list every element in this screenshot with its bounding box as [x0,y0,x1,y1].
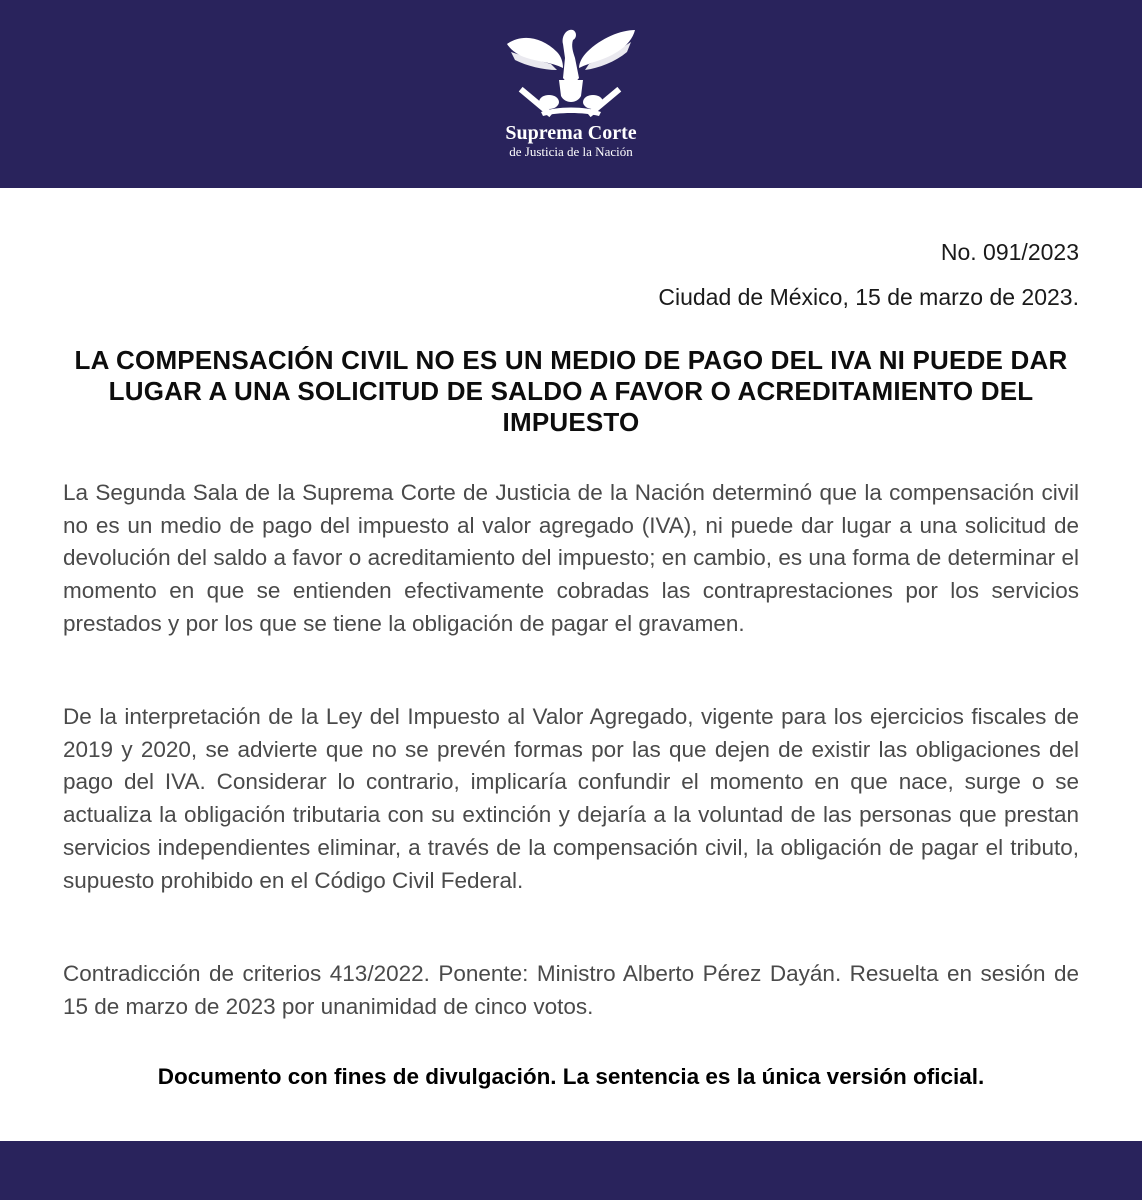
logo-name: Suprema Corte [505,122,637,144]
paragraph-summary: La Segunda Sala de la Suprema Corte de Justicia de la Nación determinó que la compensación civil no es un medio de pago del impuesto al valor agregado (IVA), ni puede dar lugar a una solicitud de devolución del saldo a favor o acreditamiento del impuesto; en cambio, es una forma de determinar el momento en que se entienden efectivamente cobradas las contraprestaciones por los servicios prestados y por los que se tiene la obligación de pagar el gravamen. [63,480,1079,636]
bulletin-number: No. 091/2023 [940,239,1079,265]
scjn-logo [471,22,671,167]
paragraph-interpretation: De la interpretación de la Ley del Impuesto al Valor Agregado, vigente para los ejercicios fiscales de 2019 y 2020, se advierte que no se prevén formas por las que dejen de existir las obligaciones del pago del IVA. Considerar lo contrario, implicaría confundir el momento en que nace, surge o se actualiza la obligación tributaria con su extinción y dejaría a la voluntad de las personas que prestan servicios independientes eliminar, a través de la compensación civil, la obligación de pagar el tributo, supuesto prohibido en el Código Civil Federal. [63,704,1079,893]
disclaimer: Documento con fines de divulgación. La sentencia es la única versión oficial. [157,1064,985,1089]
paragraph-case-reference: Contradicción de criterios 413/2022. Ponente: Ministro Alberto Pérez Dayán. Resuelta en sesión de 15 de marzo de 2023 por unanimidad de cinco votos. [63,961,1079,1019]
footer-banner [0,1141,1142,1200]
logo-subtitle: de Justicia de la Nación [509,144,633,159]
press-release-title: LA COMPENSACIÓN CIVIL NO ES UN MEDIO DE PAGO DEL IVA NI PUEDE DAR LUGAR A UNA SOLICITUD DE SALDO A FAVOR O ACREDITAMIENTO DEL IMPUESTO [74,345,1068,437]
eagle-seal-icon [501,22,641,118]
header-banner [0,0,1142,188]
bulletin-date: Ciudad de México, 15 de marzo de 2023. [658,284,1079,310]
